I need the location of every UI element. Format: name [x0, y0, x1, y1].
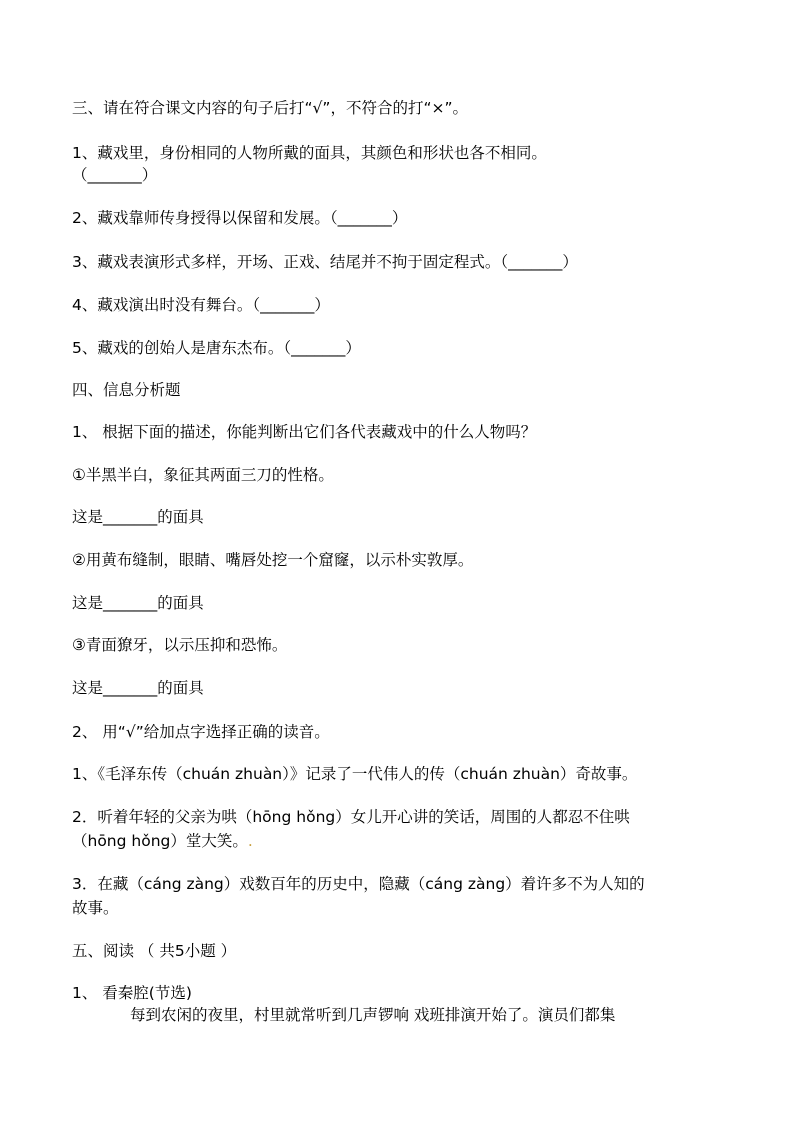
s4-q1-answer-3: 这是_______的面具 [72, 679, 204, 697]
s3-item-1-line-2: （_______） [72, 166, 158, 184]
s5-item-1-text: 每到农闲的夜里，村里就常听到几声锣响 戏班排演开始了。演员们都集 [130, 1006, 616, 1024]
s4-q2-prompt: 2、 用“√”给加点字选择正确的读音。 [72, 723, 330, 741]
stray-dot: . [247, 832, 253, 850]
s4-q2-sentence-2-line-2 [72, 831, 253, 851]
s4-q2-sentence-2-line-1: 2．听着年轻的父亲为哄（hōng hǒng）女儿开心讲的笑话，周围的人都忍不住哄 [72, 808, 630, 826]
s4-q1-desc-1: ①半黑半白，象征其两面三刀的性格。 [72, 466, 334, 484]
s4-q1-desc-3: ③青面獠牙，以示压抑和恐怖。 [72, 636, 288, 654]
s5-item-1-title: 1、 看秦腔(节选) [72, 984, 192, 1002]
s4-q2-sentence-3-line-2: 故事。 [72, 899, 119, 917]
s3-item-1-line-1: 1、藏戏里，身份相同的人物所戴的面具，其颜色和形状也各不相同。 [72, 144, 547, 162]
s4-q1-desc-2: ②用黄布缝制，眼睛、嘴唇处挖一个窟窿，以示朴实敦厚。 [72, 551, 474, 569]
s4-q1-prompt: 1、 根据下面的描述，你能判断出它们各代表藏戏中的什么人物吗？ [72, 423, 537, 441]
section-4-heading: 四、信息分析题 [72, 381, 181, 399]
s3-item-4: 4、藏戏演出时没有舞台。（_______） [72, 296, 330, 314]
section-5-heading: 五、阅读 （ 共5小题 ） [72, 942, 237, 960]
s4-q1-answer-1: 这是_______的面具 [72, 508, 204, 526]
s3-item-3: 3、藏戏表演形式多样，开场、正戏、结尾并不拘于固定程式。（_______） [72, 253, 578, 271]
section-3-heading: 三、请在符合课文内容的句子后打“√”，不符合的打“×”。 [72, 99, 468, 117]
s3-item-2: 2、藏戏靠师传身授得以保留和发展。（_______） [72, 209, 408, 227]
s4-q2-sentence-2-text: （hōng hǒng）堂大笑。 [72, 832, 248, 850]
s4-q2-sentence-3-line-1: 3．在藏（cáng zàng）戏数百年的历史中，隐藏（cáng zàng）着许多不为人知的 [72, 875, 645, 893]
s4-q1-answer-2: 这是_______的面具 [72, 594, 204, 612]
s4-q2-sentence-1: 1、《毛泽东传（chuán zhuàn）》记录了一代伟人的传（chuán zhuàn）奇故事。 [72, 765, 638, 783]
s3-item-5: 5、藏戏的创始人是唐东杰布。（_______） [72, 339, 361, 357]
